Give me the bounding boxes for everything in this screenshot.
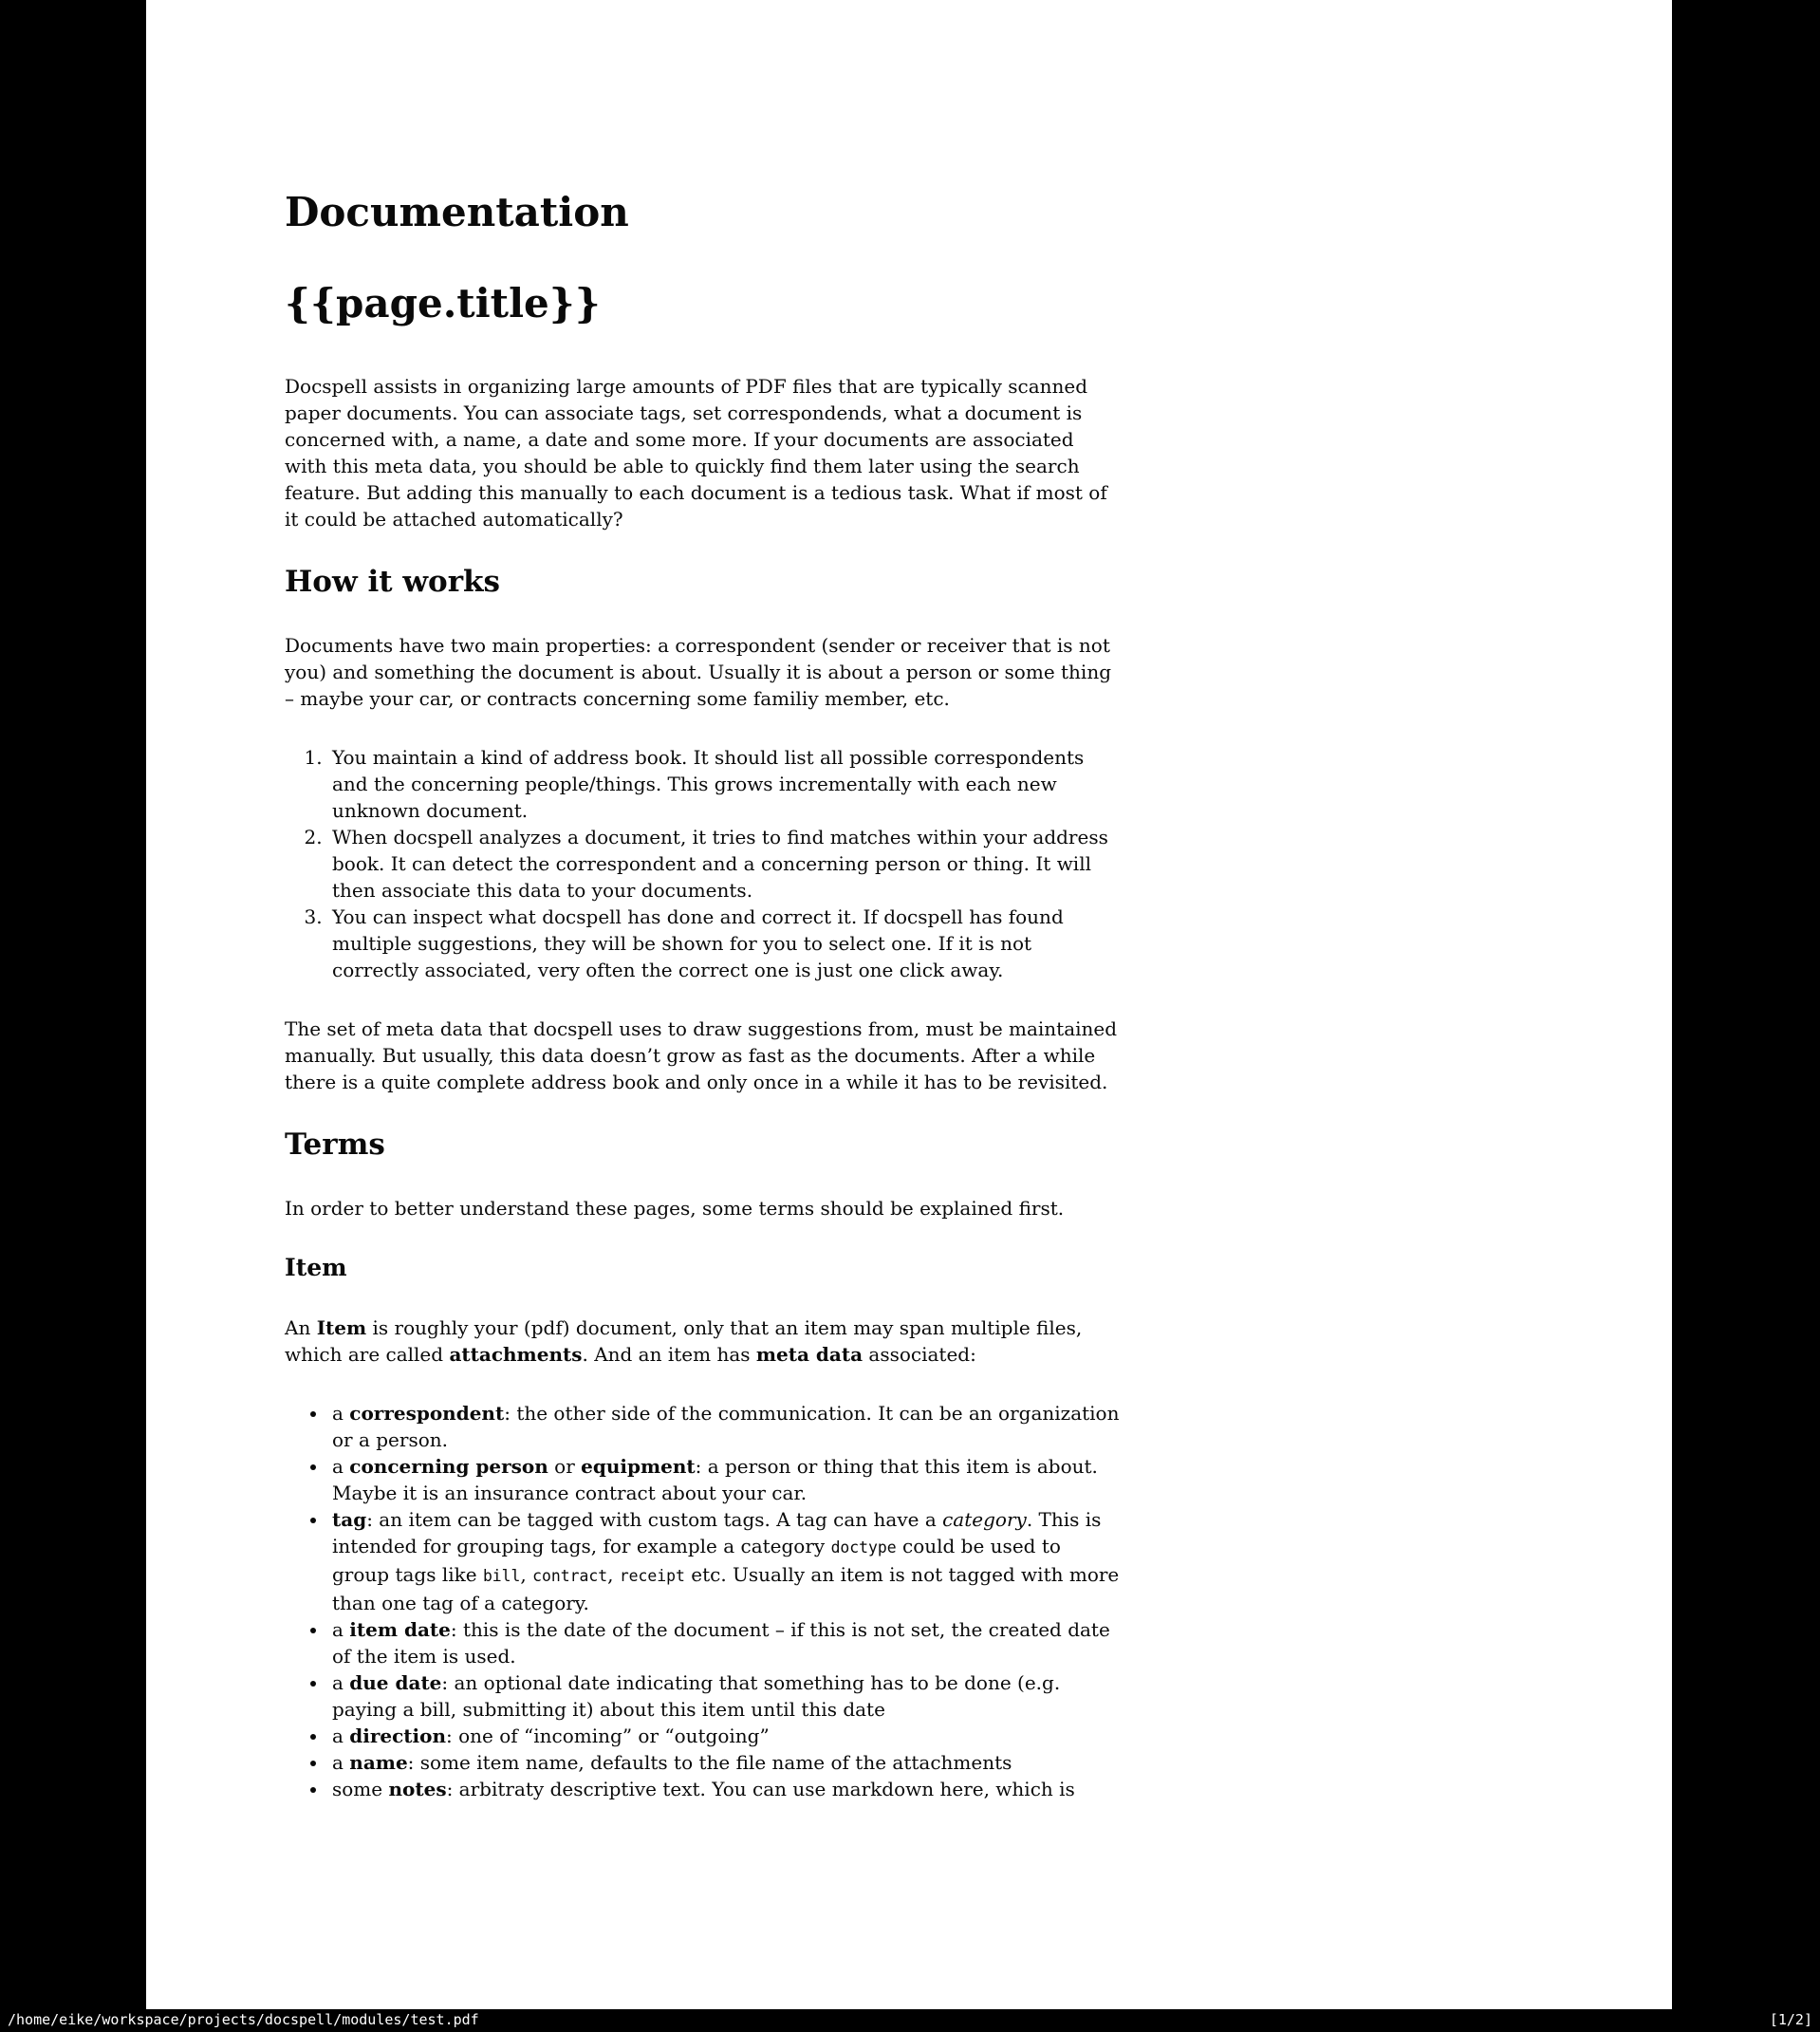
text-run: An <box>285 1315 317 1339</box>
text-run: : a person or thing that this item is about. Maybe it is an insurance contract about your car. <box>332 1454 1098 1504</box>
page-title-placeholder-heading: {{page.title}} <box>285 280 601 327</box>
bold-text: direction <box>349 1724 447 1747</box>
text-run: : arbitraty descriptive text. You can use markdown here, which is <box>446 1777 1075 1800</box>
list-item <box>328 1506 1120 1616</box>
text-run: : one of “incoming” or “outgoing” <box>446 1724 770 1747</box>
statusbar-page-indicator: [1/2] <box>1769 2011 1812 2028</box>
list-item <box>328 1616 1120 1669</box>
bold-text: item date <box>349 1617 451 1641</box>
text-run: : an optional date indicating that something has to be done (e.g. paying a bill, submitting it) about this item until this date <box>332 1670 1061 1721</box>
text-run: a <box>332 1617 350 1641</box>
how-it-works-heading: How it works <box>285 564 500 599</box>
text-run: is roughly your (pdf) document, only that an item may span multiple files, which are called <box>285 1315 1083 1366</box>
text-run: a <box>332 1724 350 1747</box>
intro-paragraph <box>285 373 1120 532</box>
list-item <box>328 824 1120 904</box>
text-run: : this is the date of the document – if this is not set, the created date of the item is used. <box>332 1617 1110 1668</box>
how-it-works-steps <box>285 744 1120 983</box>
text-run: Docspell assists in organizing large amounts of PDF files that are typically scanned paper documents. You can associate tags, set correspondends, what a document is concerned with, a name, a date and some more. If your documents are associated with this meta data, you should be able to quickly find them later using the search feature. But adding this manually to each document is a tedious task. What if most of it could be attached automatically? <box>285 374 1107 531</box>
pdf-page-canvas[interactable] <box>146 0 1672 2009</box>
list-item <box>328 1453 1120 1506</box>
text-run: . And an item has <box>582 1342 756 1366</box>
text-run: When docspell analyzes a document, it tries to find matches within your address book. It can detect the correspondent and a concerning person or thing. It will then associate this data to your documents. <box>332 825 1108 902</box>
list-item <box>328 1669 1120 1723</box>
bold-text: tag <box>332 1507 367 1531</box>
list-item <box>328 1749 1120 1776</box>
item-paragraph <box>285 1314 1120 1368</box>
text-run: a <box>332 1750 350 1774</box>
list-item <box>328 904 1120 983</box>
terms-intro-paragraph <box>285 1195 1120 1221</box>
inline-code-text: bill <box>482 1566 521 1585</box>
italic-text: category <box>942 1507 1027 1531</box>
text-run: . This is intended for grouping tags, for example a category <box>332 1507 1102 1557</box>
text-run: a <box>332 1670 350 1694</box>
how-it-works-paragraph <box>285 632 1120 712</box>
list-item <box>328 1400 1120 1453</box>
bold-text: equipment <box>581 1454 696 1478</box>
text-run: , <box>607 1562 620 1586</box>
list-item <box>328 1723 1120 1749</box>
bold-text: name <box>349 1750 408 1774</box>
bold-text: Item <box>316 1315 367 1339</box>
viewer-statusbar <box>0 2009 1820 2032</box>
document-content <box>146 0 1133 1802</box>
item-meta-data-list <box>285 1400 1120 1802</box>
text-run: You maintain a kind of address book. It should list all possible correspondents and the concerning people/things. This grows incrementally with each new unknown document. <box>332 745 1085 822</box>
text-run: a <box>332 1454 350 1478</box>
text-run: could be used to group tags like <box>332 1534 1061 1586</box>
statusbar-file-path: /home/eike/workspace/projects/docspell/modules/test.pdf <box>8 2011 479 2028</box>
inline-code-text: contract <box>532 1566 608 1585</box>
doc-title-heading: Documentation <box>285 189 629 235</box>
text-run: a <box>332 1401 350 1425</box>
text-run: : the other side of the communication. It can be an organization or a person. <box>332 1401 1120 1451</box>
bold-text: attachments <box>449 1342 583 1366</box>
inline-code-text: doctype <box>830 1538 897 1557</box>
text-run: Documents have two main properties: a correspondent (sender or receiver that is not you) and something the document is about. Usually it is about a person or some thing – maybe your car, or contracts concerning some familiy member, etc. <box>285 633 1112 710</box>
text-run: etc. Usually an item is not tagged with more than one tag of a category. <box>332 1562 1120 1614</box>
text-run: , <box>520 1562 533 1586</box>
text-run: associated: <box>863 1342 976 1366</box>
list-item <box>328 744 1120 824</box>
text-run: The set of meta data that docspell uses to draw suggestions from, must be maintained manually. But usually, this data doesn’t grow as fast as the documents. After a while there is a quite complete address book and only once in a while it has to be revisited. <box>285 1016 1118 1093</box>
text-run: You can inspect what docspell has done and correct it. If docspell has found multiple suggestions, they will be shown for you to select one. If it is not correctly associated, very often the correct one is just one click away. <box>332 904 1064 981</box>
bold-text: meta data <box>755 1342 864 1366</box>
text-run: In order to better understand these pages, some terms should be explained first. <box>285 1196 1065 1220</box>
bold-text: due date <box>349 1670 442 1694</box>
meta-data-paragraph <box>285 1016 1120 1095</box>
text-run: : an item can be tagged with custom tags. A tag can have a <box>366 1507 943 1531</box>
inline-code-text: receipt <box>619 1566 685 1585</box>
text-run: or <box>548 1454 582 1478</box>
text-run: some <box>332 1777 389 1800</box>
text-run: : some item name, defaults to the file name of the attachments <box>407 1750 1012 1774</box>
item-heading: Item <box>285 1253 347 1281</box>
bold-text: correspondent <box>349 1401 505 1425</box>
bold-text: notes <box>388 1777 447 1800</box>
list-item <box>328 1776 1120 1802</box>
bold-text: concerning person <box>349 1454 548 1478</box>
terms-heading: Terms <box>285 1127 385 1162</box>
